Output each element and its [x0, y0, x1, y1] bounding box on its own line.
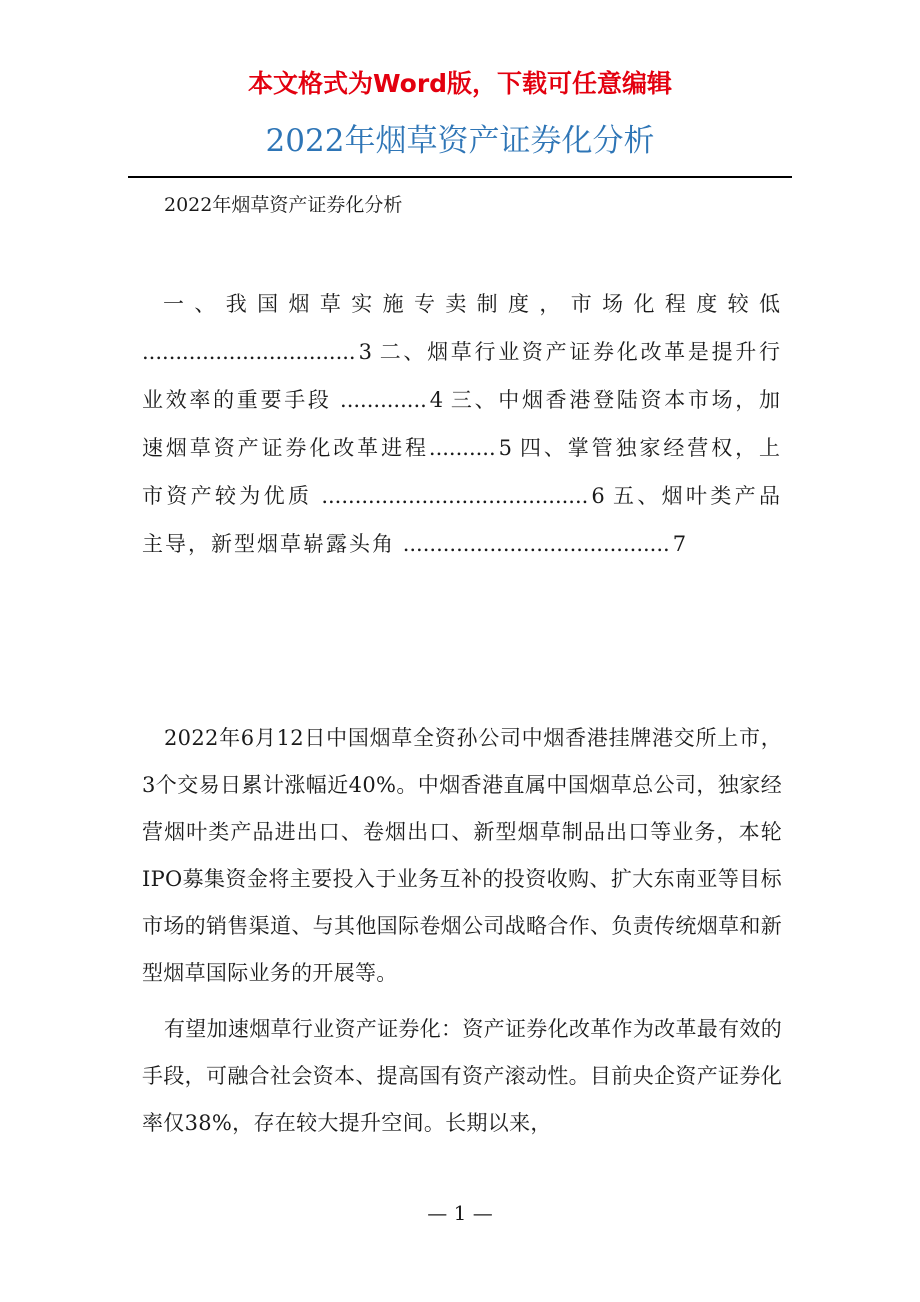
download-banner: 本文格式为Word版，下载可任意编辑 — [247, 69, 673, 98]
toc-leader: ........................................ — [321, 484, 589, 508]
paragraph-securitization: 有望加速烟草行业资产证券化：资产证券化改革作为改革最有效的手段，可融合社会资本、提高国有资产滚动性。目前央企资产证券化率仅38%，存在较大提升空间。长期以来， — [142, 1017, 782, 1135]
toc-page-number: 3 — [358, 340, 373, 364]
toc-leader: ............. — [340, 388, 427, 412]
toc-entry-text: 二、烟草行业资产证券化改革是提升行业效率的重要手段 — [142, 340, 782, 412]
title-divider — [128, 176, 792, 178]
toc-page-number: 7 — [672, 532, 688, 556]
toc-entry-text: 三、中烟香港登陆资本市场，加速烟草资产证券化改革进程 — [142, 388, 783, 460]
toc-page-number: 4 — [429, 388, 445, 412]
toc-leader: ................................ — [142, 340, 356, 364]
document-title: 2022年烟草资产证券化分析 — [265, 123, 655, 159]
toc-entry-text: 一、我国烟草实施专卖制度，市场化程度较低 — [163, 292, 782, 316]
document-subtitle: 2022年烟草资产证券化分析 — [164, 194, 403, 216]
toc-leader: ........................................ — [402, 532, 670, 556]
paragraph-listing-news: 2022年6月12日中国烟草全资孙公司中烟香港挂牌港交所上市，3个交易日累计涨幅近40%。中烟香港直属中国烟草总公司，独家经营烟叶类产品进出口、卷烟出口、新型烟草制品出口等业务，本轮IPO募集资金将主要投入于业务互补的投资收购、扩大东南亚等目标市场的销售渠道、与其他国际卷烟公司战略合作、负责传统烟草和新型烟草国际业务的开展等。 — [142, 726, 782, 985]
toc-page-number: 5 — [498, 436, 514, 460]
toc-entry-text: 四、掌管独家经营权，上市资产较为优质 — [142, 436, 783, 508]
toc-entry-text: 五、烟叶类产品主导，新型烟草崭露头角 — [142, 484, 782, 556]
toc-page-number: 6 — [591, 484, 606, 508]
table-of-contents — [142, 280, 782, 568]
toc-leader: .......... — [428, 436, 496, 460]
body-text — [142, 715, 782, 1156]
page-number: — 1 — — [427, 1201, 493, 1225]
